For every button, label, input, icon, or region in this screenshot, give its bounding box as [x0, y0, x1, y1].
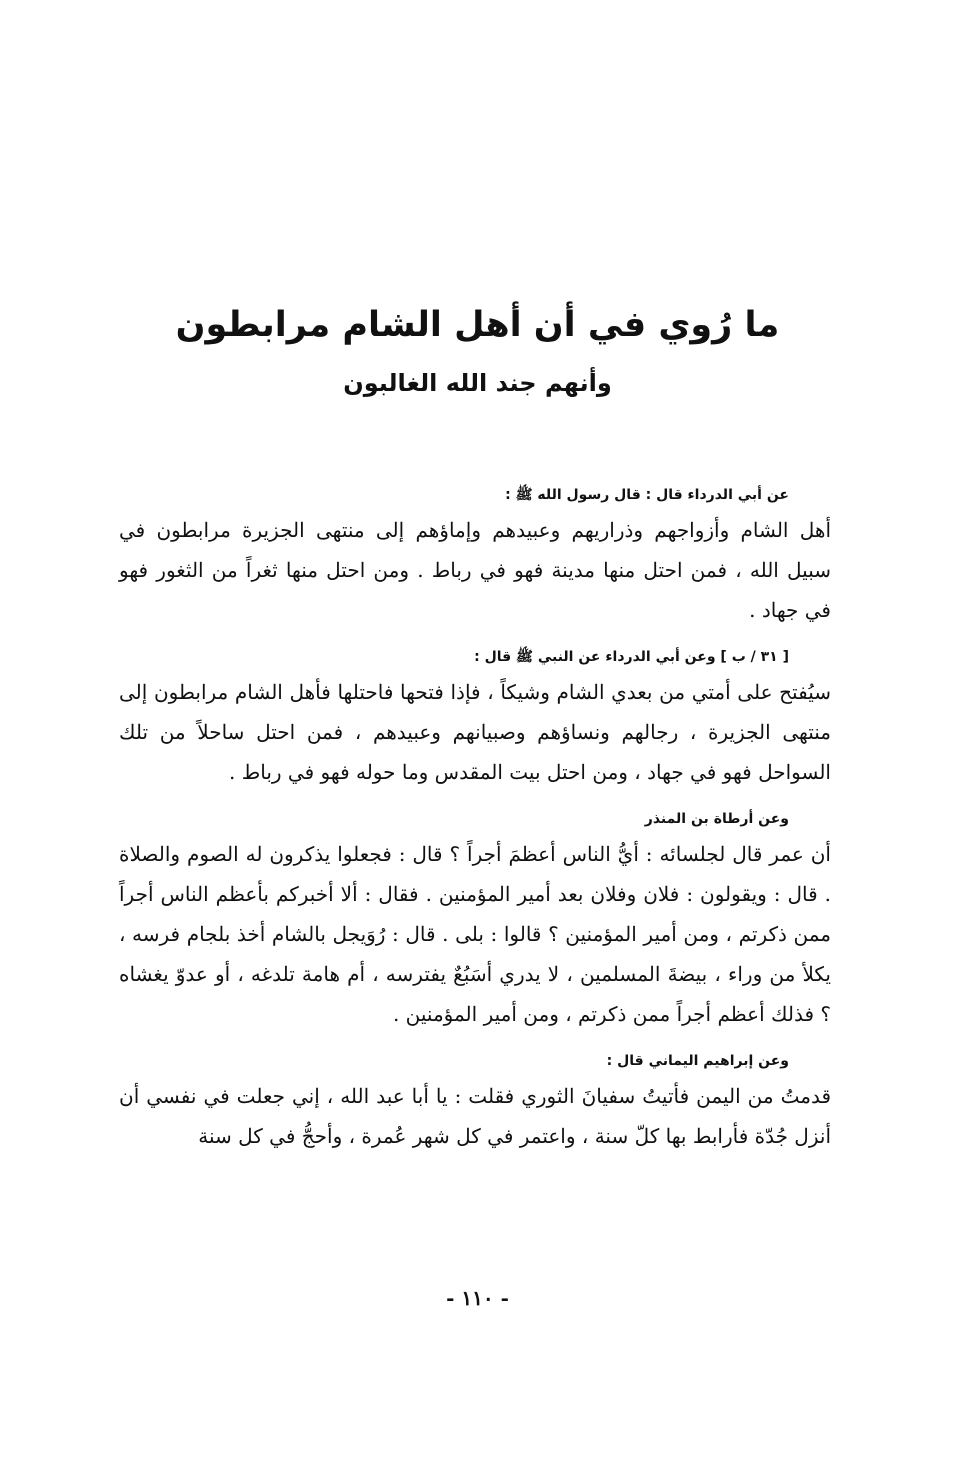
page-number: - ١١٠ -	[446, 1286, 509, 1310]
narration-text-3: أن عمر قال لجلسائه : أيُّ الناس أعظمَ أجراً ؟ قال : فجعلوا يذكرون له الصوم والصلاة . قال : ويقولون : فلان وفلان بعد أمير المؤمنين . فقال : ألا أخبركم بأعظم الناس أجراً ممن ذكرتم ، ومن أمير المؤمنين ؟ قالوا : بلى . قال : رُوَيجل بالشام أخذ بلجام فرسه ، يكلأ من وراء ، بيضةَ المسلمين ، لا يدري أسَبُعٌ يفترسه ، أم هامة تلدغه ، أو عدوّ يغشاه ؟ فذلك أعظم أجراً ممن ذكرتم ، ومن أمير المؤمنين .	[119, 842, 831, 1026]
hadith-intro-1: عن أبي الدرداء قال : قال رسول الله ﷺ :	[505, 487, 789, 503]
narration-text-4: قدمتُ من اليمن فأتيتُ سفيانَ الثوري فقلت : يا أبا عبد الله ، إني جعلت في نفسي أن أنزل جُدّة فأرابط بها كلّ سنة ، واعتمر في كل شهر عُمرة ، وأحجُّ في كل سنة	[119, 1084, 831, 1148]
narration-intro-4: وعن إبراهيم اليماني قال :	[606, 1053, 789, 1069]
hadith-intro-2: [ ٣١ / ب ] وعن أبي الدرداء عن النبي ﷺ قال :	[474, 649, 789, 665]
chapter-subtitle: وأنهم جند الله الغالبون	[343, 369, 612, 397]
body-text	[119, 480, 831, 1168]
chapter-title: ما رُوي في أن أهل الشام مرابطون	[175, 305, 780, 345]
hadith-text-2: سيُفتح على أمتي من بعدي الشام وشيكاً ، فإذا فتحها فاحتلها فأهل الشام مرابطون إلى منتهى الجزيرة ، رجالهم ونساؤهم وصبيانهم وعبيدهم ، فمن احتل ساحلاً من تلك السواحل فهو في جهاد ، ومن احتل بيت المقدس وما حوله فهو في رباط .	[119, 680, 831, 784]
hadith-text-1: أهل الشام وأزواجهم وذراريهم وعبيدهم وإماؤهم إلى منتهى الجزيرة مرابطون في سبيل الله ، فمن احتل منها مدينة فهو في رباط . ومن احتل منها ثغراً من الثغور فهو في جهاد .	[119, 518, 831, 622]
narration-intro-3: وعن أرطاة بن المنذر	[644, 811, 789, 827]
